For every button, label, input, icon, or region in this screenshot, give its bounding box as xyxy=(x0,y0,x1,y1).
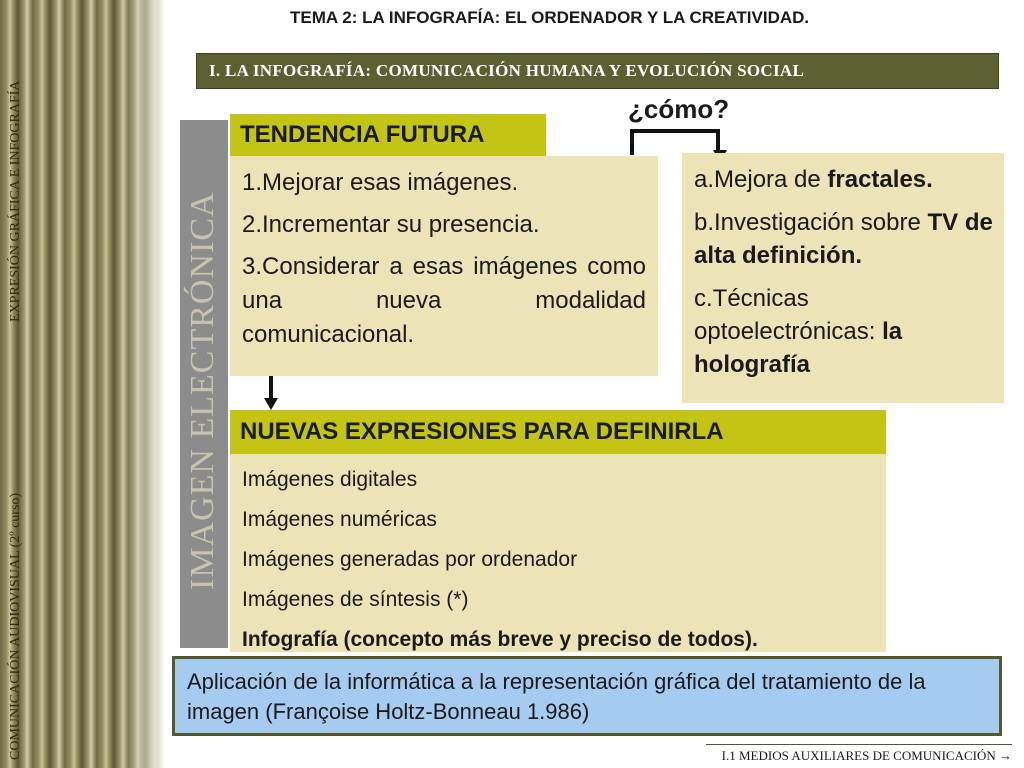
nuevas-item: Imágenes digitales xyxy=(242,468,418,491)
como-item-bold: TV de alta definición. xyxy=(694,209,993,269)
como-item-prefix: b.Investigación sobre xyxy=(694,209,928,236)
arrow-down-icon xyxy=(264,398,278,410)
nuevas-list xyxy=(230,454,886,652)
como-item-bold: fractales. xyxy=(827,166,933,193)
tendencia-item: 1.Mejorar esas imágenes. xyxy=(242,169,519,196)
sidebar-labels xyxy=(0,0,38,768)
next-section-link[interactable]: I.1 MEDIOS AUXILIARES DE COMUNICACIÓN → xyxy=(706,744,1012,764)
arrow-stem xyxy=(269,376,273,400)
section-subtitle: I. LA INFOGRAFÍA: COMUNICACIÓN HUMANA Y EVOLUCIÓN SOCIAL xyxy=(196,53,999,89)
sidebar-top-label: EXPRESIÓN GRÁFICA E INFOGRAFÍA xyxy=(8,80,23,322)
tendencia-item: 3.Considerar a esas imágenes como una nueva modalidad comunicacional. xyxy=(242,253,646,348)
nuevas-item: Imágenes de síntesis (*) xyxy=(242,588,469,611)
connector-bracket xyxy=(630,129,720,155)
como-item xyxy=(694,163,994,196)
vertical-label: IMAGEN ELECTRÓNICA xyxy=(184,191,221,590)
nuevas-item: Imágenes generadas por ordenador xyxy=(242,548,578,571)
nuevas-item: Imágenes numéricas xyxy=(242,508,437,531)
slide-title: TEMA 2: LA INFOGRAFÍA: EL ORDENADOR Y LA CREATIVIDAD. xyxy=(290,8,810,27)
vertical-band-text xyxy=(180,120,228,648)
nuevas-heading: NUEVAS EXPRESIONES PARA DEFINIRLA xyxy=(230,410,886,454)
tendencia-heading: TENDENCIA FUTURA xyxy=(230,114,546,156)
como-list xyxy=(682,153,1004,403)
como-item-bold: la holografía xyxy=(694,318,903,378)
como-item xyxy=(694,206,994,272)
como-item-prefix: a.Mejora de xyxy=(694,166,828,193)
tendencia-item: 2.Incrementar su presencia. xyxy=(242,211,540,238)
tendencia-list xyxy=(230,156,658,376)
nuevas-item-highlight: Infografía (concepto más breve y preciso de todos). xyxy=(242,628,758,651)
como-item-prefix: c.Técnicas optoelectrónicas: xyxy=(694,285,883,345)
como-label: ¿cómo? xyxy=(628,94,730,124)
definition-box: Aplicación de la informática a la representación gráfica del tratamiento de la imagen (Françoise Holtz-Bonneau 1.986) xyxy=(172,656,1002,736)
como-item xyxy=(694,282,994,381)
sidebar-bottom-label: COMUNICACIÓN AUDIOVISUAL (2º curso) xyxy=(8,492,23,760)
